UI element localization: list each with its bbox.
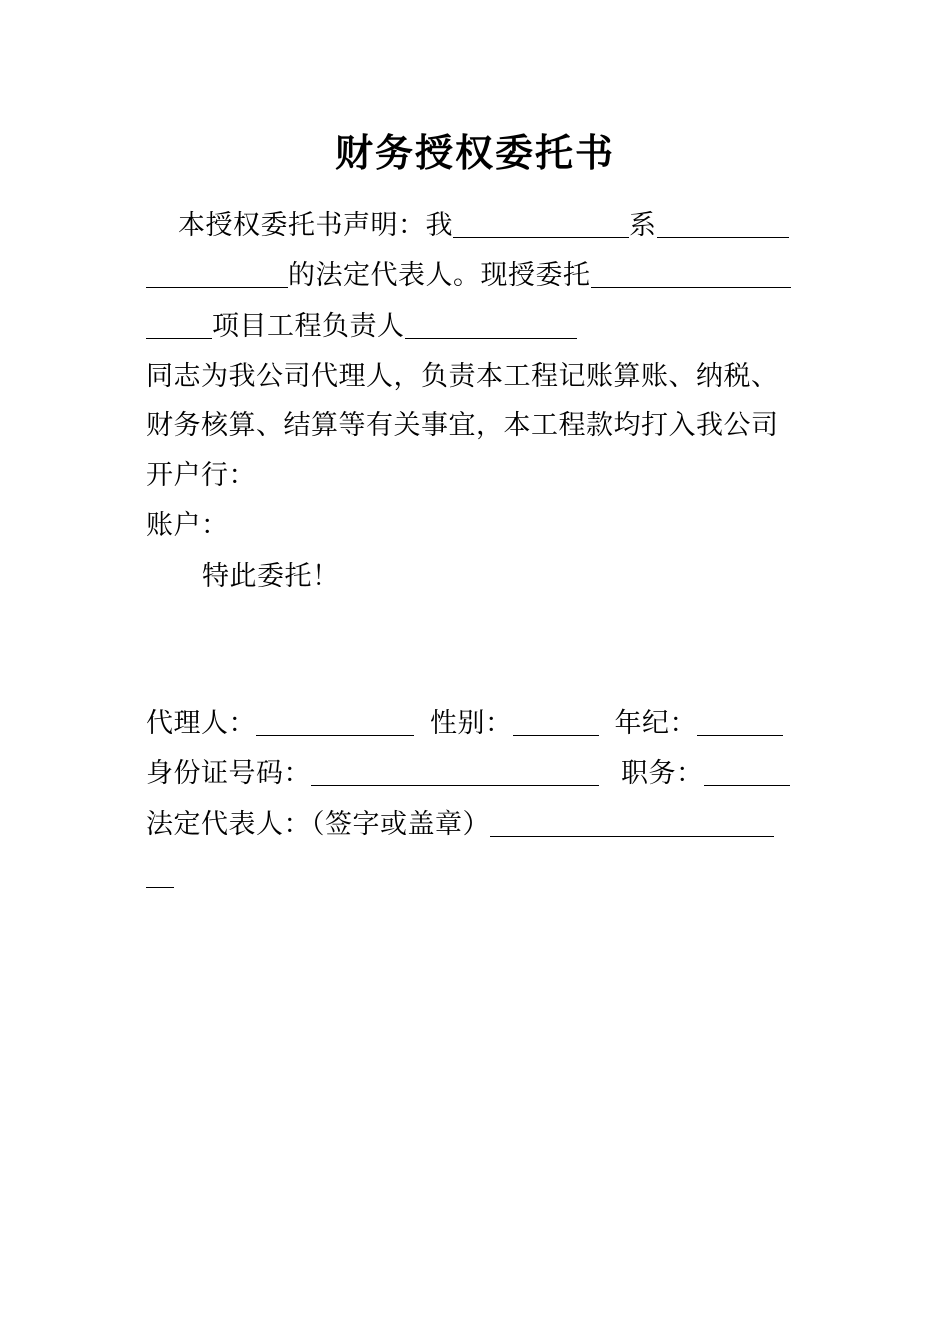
position-label: 职务： (621, 758, 704, 789)
legal-rep-name-blank[interactable] (146, 257, 288, 288)
authorization-line-1: 同志为我公司代理人，负责本工程记账算账、纳税、 (146, 361, 779, 392)
id-label: 身份证号码： (146, 758, 311, 789)
declaration-middle: 系 (629, 210, 657, 241)
id-info-line (146, 754, 790, 794)
legal-rep-text: 的法定代表人。现授委托 (288, 260, 591, 291)
authorization-line-2: 财务核算、结算等有关事宜，本工程款均打入我公司 (146, 410, 779, 441)
legal-rep-signature-line-cont (146, 856, 174, 896)
closing-text: 特此委托！ (202, 561, 340, 592)
relation-blank[interactable] (657, 207, 789, 238)
bank-label: 开户行： (146, 460, 256, 491)
agent-label: 代理人： (146, 708, 256, 739)
declaration-line-2 (146, 256, 791, 296)
agent-name-blank[interactable] (256, 705, 414, 736)
legal-rep-signature-blank-cont[interactable] (146, 857, 174, 888)
declaration-prefix: 本授权委托书声明：我 (178, 210, 453, 241)
declaration-line-1 (178, 206, 789, 246)
project-name-blank[interactable] (146, 308, 212, 339)
project-manager-blank[interactable] (405, 308, 577, 339)
gender-blank[interactable] (513, 705, 599, 736)
age-blank[interactable] (697, 705, 783, 736)
account-label: 账户： (146, 510, 229, 541)
legal-rep-signature-label: 法定代表人：（签字或盖章） (146, 809, 490, 840)
legal-rep-signature-blank[interactable] (490, 806, 774, 837)
age-label: 年纪： (614, 708, 697, 739)
entrusted-project-blank[interactable] (591, 257, 791, 288)
position-blank[interactable] (704, 755, 790, 786)
document-title: 财务授权委托书 (334, 130, 615, 175)
company-name-blank[interactable] (453, 207, 629, 238)
id-number-blank[interactable] (311, 755, 599, 786)
declaration-line-3 (146, 307, 577, 347)
gender-label: 性别： (430, 708, 513, 739)
legal-rep-signature-line (146, 805, 774, 845)
project-manager-text: 项目工程负责人 (212, 311, 405, 342)
agent-info-line (146, 704, 783, 744)
